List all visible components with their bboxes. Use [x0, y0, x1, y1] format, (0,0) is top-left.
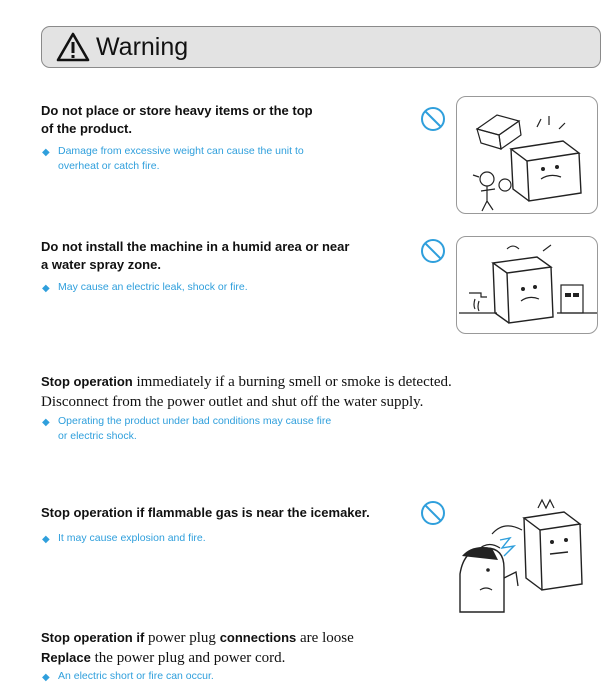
warning-item-burning-smell — [41, 372, 581, 444]
item-note: ◆ Operating the product under bad conditions may cause fire or electric shock. — [42, 415, 332, 442]
illustration-heavy-box — [456, 96, 598, 214]
no-entry-icon — [420, 106, 446, 132]
diamond-bullet-icon: ◆ — [42, 283, 50, 294]
item-note: ◆ May cause an electric leak, shock or fire. — [42, 281, 248, 294]
warning-item-power-plug — [41, 628, 471, 684]
illustration-water-spray — [456, 236, 598, 334]
warning-item-heavy-items — [41, 102, 401, 174]
warning-triangle-icon — [56, 31, 90, 63]
warning-header — [41, 26, 601, 68]
diamond-bullet-icon: ◆ — [42, 147, 50, 158]
warning-item-flammable-gas — [41, 504, 421, 546]
page-title: Warning — [96, 33, 189, 61]
item-note: ◆ Damage from excessive weight can cause the unit to overheat or catch fire. — [42, 145, 304, 172]
warning-item-humid-area — [41, 238, 411, 295]
item-note: ◆ It may cause explosion and fire. — [42, 532, 206, 545]
diamond-bullet-icon: ◆ — [42, 672, 50, 683]
item-heading: Do not install the machine in a humid area or near a water spray zone. — [41, 239, 350, 272]
diamond-bullet-icon: ◆ — [42, 417, 50, 428]
item-heading: Stop operation if power plug connections are loose Replace the power plug and power cord. — [41, 630, 354, 666]
no-entry-icon — [420, 500, 446, 526]
item-heading: Stop operation immediately if a burning smell or smoke is detected. Disconnect from the power outlet and shut off the water supply. — [41, 374, 452, 410]
item-heading: Do not place or store heavy items or the top of the product. — [41, 103, 313, 136]
item-note: ◆ An electric short or fire can occur. — [42, 670, 214, 683]
diamond-bullet-icon: ◆ — [42, 534, 50, 545]
no-entry-icon — [420, 238, 446, 264]
illustration-gas-explosion — [452, 494, 600, 614]
item-heading: Stop operation if flammable gas is near the icemaker. — [41, 505, 370, 520]
